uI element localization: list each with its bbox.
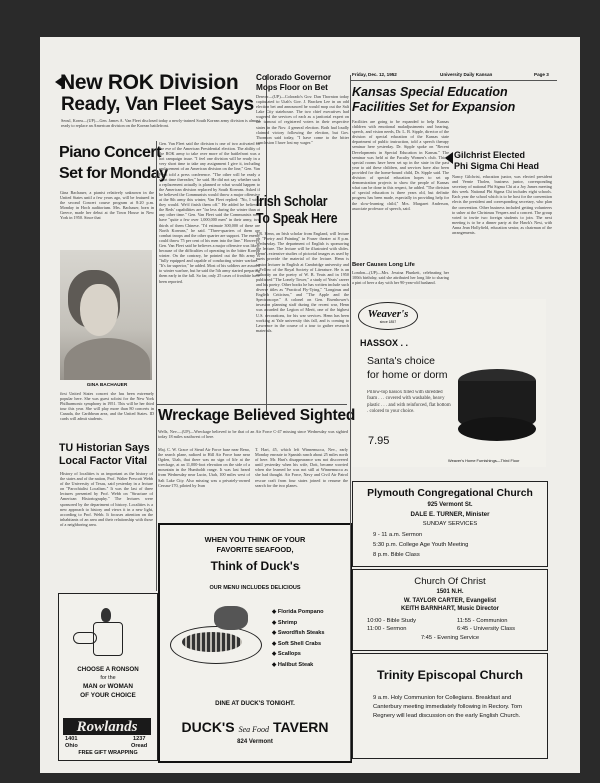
plymouth-service-3: 8 p.m. Bible Class [373, 552, 420, 558]
beer-body: London—(UP)—Mrs. Jessina Plunkett, celebrating her 100th birthday, said she attributed her long life to sharing a pint of beer a day with her 90-year-old husband. [352, 270, 449, 286]
special-ed-body: Facilities are going to be expanded to help Kansas children with emotional maladjustments and hearing, speech, and vision needs, Dr. L. B. Sipple, director of the division of special education of the Kansas state department of public instruction, told a speech therapy seminar here yesterday. Dr. Sipple spoke on "Recent Developments in Special Education in Kansas." The seminar was held at the Faculty Women's club. Thirty special rooms have been set up in the state in the past year to aid these children, and services have also been provided for the home-bound child, Dr. Sipple said. The division of special education hopes to set up demonstration projects to show the people of Kansas what can be done in this respect, he added. "The division of special education is three years old, but definite progress has been made, especially in providing help for the slow-learning child," Mrs. Margaret Anderson, associate professor of speech, said. [352, 119, 449, 211]
ducks-menu-list [272, 607, 348, 671]
pianist-shoulder [64, 338, 150, 380]
wreckage-body-1: Maj. C. W. Grace of Stead Air Force base near Reno, the search plane, radioed to Hill Air Force base near Ogden, Utah, that there was no sign of life at the wreckage, at an 11,000-foot elevation on the side of a mountain in the Humboldt range. It was last heard from Wednesday near Lucin, Utah, 100 miles west of Salt Lake City. Also missing was a privately-owned Cessna-170, piloted by Ivan [158, 447, 250, 488]
gilchrist-arrow-icon [445, 152, 453, 164]
weavers-tagline-1: Santa's choice [367, 355, 435, 367]
wreckage-body-2: T. Hart, 45, which left Winnemucca, Nev., early Monday enroute to Spanish ranch about 25 miles north of here. Mr. Hart's disappearance was not discovered until yesterday when his wife, Dott, became worried when she learned he was not still at Winnemucca as she had thought. Air Force, Navy and Civil Air Patrol rescue craft from four states joined to resume the search for the two planes. [255, 447, 348, 488]
plymouth-service-1: 9 - 11 a.m. Sermon [373, 532, 423, 538]
menu-item-label: Scallops [277, 651, 301, 658]
rowlands-brand: Rowlands [76, 719, 138, 735]
menu-item: ◆ Scallops [272, 651, 301, 658]
rok-headline-2: Ready, Van Fleet Says [61, 94, 254, 115]
lighter-flame [101, 608, 111, 622]
rok-headline-1: New ROK Division [60, 71, 239, 94]
colorado-headline-1: Colorado Governor [256, 73, 332, 82]
menu-item-label: Shrimp [277, 619, 298, 626]
trinity-title: Trinity Episcopal Church [377, 668, 523, 682]
hassox-bottom [458, 417, 536, 441]
rowlands-gift: FREE GIFT WRAPPING [78, 750, 138, 756]
rowlands-addr-left-1: 1401 [65, 736, 78, 742]
fish-shape [182, 632, 242, 652]
rowlands-addr-left-2: Ohio [65, 743, 78, 749]
wreckage-headline: Wreckage Believed Sighted [158, 407, 356, 424]
menu-item: ◆ Shrimp [272, 619, 298, 626]
ducks-line1: WHEN YOU THINK OF YOUR [204, 535, 306, 544]
pianist-photo [60, 250, 152, 380]
rok-lead: Seoul, Korea—(UP)—Gen. James A. Van Fleet disclosed today a newly-trained South Korean army division is almost ready to replace an American division on the Korean battlefront. [61, 118, 260, 129]
gilchrist-headline-2: Phi Sigma Chi Head [454, 161, 540, 171]
rowlands-logo [63, 718, 151, 735]
beer-headline: Beer Causes Long Life [352, 262, 415, 268]
ducks-line5: DINE AT DUCK'S TONIGHT. [215, 700, 295, 707]
rowlands-line2: for the [100, 675, 116, 681]
rowlands-line3: MAN or WOMAN [82, 683, 134, 690]
plymouth-church-ad [352, 481, 548, 567]
tu-body: History of localities is as important as the history of the states and of the nation, Prof. Walter Prescott Webb of the University of Texas, said yesterday in a lecture on "Parochialist Localism." It was the last of three lectures presented by Prof. Webb on "Structure of American Historiography." The lectures were sponsored by the department of history. Localities is a new approach to history and views it in a new light, according to Prof. Webb. It focuses attention on the inhabitants of an area and their relationship with those of a neighboring area. [60, 471, 153, 527]
trinity-text: 9 a.m. Holy Communion for Collegians. Breakfast and Canterbury meeting immediately following in Rectory. Tom Regnery will lead discussion on the early English Church. [373, 695, 522, 720]
lobster-shape [214, 606, 248, 630]
rowlands-line4: OF YOUR CHOICE [80, 692, 136, 699]
ducks-name-a: DUCK'S [181, 719, 235, 735]
column-rule-left [156, 141, 157, 591]
menu-item: ◆ Soft Shell Crabs [272, 640, 322, 647]
pianist-face [80, 284, 118, 336]
menu-item-label: Florida Pompano [277, 609, 324, 615]
weavers-tagline-2: for home or dorm [367, 369, 448, 381]
coc-music: KEITH BARNHART, Music Director [400, 606, 499, 612]
coc-title: Church Of Christ [414, 576, 486, 587]
weavers-dept: Weaver's Home Furnishings—Third Floor [448, 458, 520, 463]
hassox-illustration [458, 369, 538, 447]
menu-item-label: Soft Shell Crabs [277, 640, 322, 647]
piano-body-1: Gina Bachauer, a pianist relatively unknown in the United States until a few years ago, will be featured in the second Concert course program at 8:20 p.m. Monday in Hoch auditorium. Mrs. Bachauer, born in Greece, made her debut at the Town House in New York in 1950. Since that [60, 190, 154, 221]
coc-line-1b: 11:55 - Communion [457, 618, 508, 624]
tu-headline-1: TU Historian Says [59, 442, 150, 454]
page-number: Page 3 [534, 72, 549, 77]
ducks-name [160, 719, 350, 737]
coc-line-1a: 10:00 - Bible Study [367, 618, 416, 624]
gilchrist-body: Nancy Gilchrist, education junior, was elected president and Vernie Tholen, business junior, corresponding secretary of national Phi Sigma Chi at a Joy James meeting this week. National Phi Sigma Chi includes eight schools. Each year the school which is to be host for the convention elects the president and corresponding secretary, who plan the convention. Other business included getting volunteers to usher at the Christmas Vespers and a concert. The group voted to invite two foreign students to join. The next meeting is to be a dinner party at the Hawk's Nest, with Anna Jean Hollyfield, education senior, as chairman of the arrangements. [452, 174, 552, 236]
rowlands-ad [58, 593, 158, 761]
weavers-hassox: HASSOX . . [360, 338, 409, 348]
trinity-church-ad [352, 653, 548, 759]
ducks-line2: FAVORITE SEAFOOD, [216, 545, 294, 554]
coc-line-3: 7:45 - Evening Service [420, 635, 480, 641]
rok-body: Gen. Van Fleet said the division is one of two activated on the eve of the American Presidential election. The ability of the ROK army to take over more of the battlefront was a hot campaign issue. "I feel one division will be ready in a very short time to take any assignment I give it, including replacement of an American division on the line," Gen. Van Fleet told a press conference. "The other will be ready a short time thereafter," he said. He did not say whether such a replacement actually is planned or what would happen to the American division replaced by South Koreans. Asked if he believed the Communists would throw a major offensive at the 8th army this winter, Van Fleet replied: "No, I wish they would. We'd finish them off." He added he believed the Reds' capabilities are "far less during the winter than at any other time." Gen. Van Fleet said the Communists now have "quite a few over 1,000,000 men" in their army, two thirds of them Chinese. "I'd estimate 300,000 of these are North Koreans," he said. "Three-quarters of them are combat troops and the other quarter are support. The enemy could throw 75 per cent of his men into the line." However, Gen. Van Fleet said he believes a major offensive was likely because of the difficulties of operating in the bitter Korean winter. On the contrary, he pointed out the 8th army is "fully equipped and capable of conducting winter warfare." "It's far superior," he added. Most of his soldiers are assured to winter warfare, but he said the 5th army started preparing them early in the fall. So far, only 25 cases of frostbite have been reported. [159, 141, 260, 284]
masthead-rule [351, 80, 557, 81]
seafood-platter-illustration [170, 602, 262, 672]
lighter-illustration [87, 606, 129, 656]
plymouth-title: Plymouth Congregational Church [367, 488, 533, 499]
newspaper-page [40, 37, 580, 773]
gilchrist-headline-1: Gilchrist Elected [454, 150, 526, 160]
page-date: Friday, Dec. 12, 1952 [352, 72, 397, 77]
wreckage-lead: Wells, Nev.—(UP)—Wreckage believed to be that of an Air Force C-47 missing since Wednesday was sighted today 18 miles southwest of here. [158, 429, 348, 440]
paper-name: University Daily Kansan [440, 72, 493, 77]
coc-line-2b: 6:45 - University Class [457, 626, 515, 632]
weavers-price: 7.95 [368, 435, 390, 447]
menu-item: ◆ Halibut Steak [272, 661, 314, 668]
plymouth-minister: DALE E. TURNER, Minister [410, 511, 490, 518]
piano-headline-2: Set for Monday [59, 165, 168, 182]
tu-headline-2: Local Factor Vital [59, 455, 148, 467]
weavers-logo [358, 302, 418, 330]
plymouth-service-2: 5:30 p.m. College Age Youth Meeting [373, 542, 469, 548]
ducks-name-b: Sea Food [238, 725, 270, 734]
weavers-brand-sub: since 1857 [379, 320, 397, 324]
plymouth-services-hdr: SUNDAY SERVICES [422, 521, 478, 527]
ducks-address: 824 Vermont [237, 739, 273, 745]
coc-address: 1501 N.H. [436, 589, 464, 595]
plymouth-address: 925 Vermont St. [427, 502, 473, 508]
special-ed-headline-2: Facilities Set for Expansion [352, 100, 516, 114]
menu-item: ◆ Florida Pompano [272, 609, 324, 615]
lighter-body [93, 622, 123, 656]
ducks-line3: Think of Duck's [210, 559, 300, 573]
weavers-desc: Pillow-top hassox filled with shredded foam . . . covered with washable, heavy plastic . . . and with reinforced, flat bottom . colored to your choice. [367, 390, 451, 414]
wreckage-top-rule [157, 404, 347, 405]
irish-headline-1: Irish Scholar [256, 193, 328, 210]
piano-headline-1: Piano Concert [59, 144, 161, 161]
coc-line-2a: 11:00 - Sermon [367, 626, 407, 632]
church-of-christ-ad [352, 569, 548, 651]
ducks-ad [158, 523, 352, 763]
irish-headline-2: To Speak Here [256, 210, 338, 227]
rowlands-addr-right-2: Oread [131, 743, 148, 749]
pianist-caption: GINA BACHAUER [86, 383, 128, 388]
menu-item-label: Swordfish Steaks [277, 630, 325, 637]
colorado-body: Denver—(UP)—Colorado's Gov. Dan Thornton today capitulated to Utah's Gov. J. Bracken Lee in an odd election bet and announced he would mop out the Salt Lake City statehouse. The two chief executives had wagered the services of each as a janitorial expert on the turnout of registered voters in their respective states in the Nov. 4 general election. Both had loudly claimed victory following the election, but Gov. Thornton said today, "I have come to the bitter conclusion I have lost my wager." [256, 94, 349, 145]
menu-item: ◆ Swordfish Steaks [272, 630, 325, 637]
ducks-name-c: TAVERN [273, 719, 329, 735]
rowlands-line1: CHOOSE A RONSON [77, 666, 139, 673]
ducks-line4: OUR MENU INCLUDES DELICIOUS [209, 585, 301, 591]
weavers-brand: Weaver's [367, 308, 409, 320]
special-ed-headline-1: Kansas Special Education [352, 85, 508, 99]
column-rule-right [350, 75, 351, 761]
menu-item-label: Halibut Steak [277, 661, 314, 668]
piano-body-2: first United States concert she has been extremely popular here. She was guest soloist for the New York Philharmonic symphony in 1951. This will be her third tour this year. She will play more than 80 concerts in Canada, the Caribbean area, and the United States. ID cards will admit students. [60, 391, 154, 422]
colorado-headline-2: Mops Floor on Bet [256, 83, 328, 92]
weavers-ad [352, 299, 546, 467]
coc-evangelist: W. TAYLOR CARTER, Evangelist [403, 598, 497, 604]
lighter-hand [73, 632, 97, 644]
irish-body: T.R. Henn, an Irish scholar from England, will lecture on "Poetry and Painting" in Fraser theater at 8 p.m. Wednesday. The department of English is sponsoring the lecture. The lecture will be illustrated with slides. Henn's extensive studies of pictorial images as used by poets provide the material of the lecture. Henn is senior lecturer in English at Cambridge university and a Fellow of the Royal Society of Literature. He is an authority on the poetry of W. B. Yeats and in 1950 published "The Lonely Tower," a study of Yeats' career and his poetry. Other books he has written include such diverse titles as "Practical Fly-Tying," "Longinus and English Criticism," and "The Apple and the Spectroscope." A colonel on Gen. Eisenhower's invasion planning staff during the recent war, Henn was awarded the Legion of Merit, one of the highest U.S. decorations, for his war services. Henn has been working at Yale university this fall, and is coming to Lawrence in the course of a tour to gather research materials. [256, 231, 349, 333]
rowlands-addr-right-1: 1237 [133, 736, 146, 742]
